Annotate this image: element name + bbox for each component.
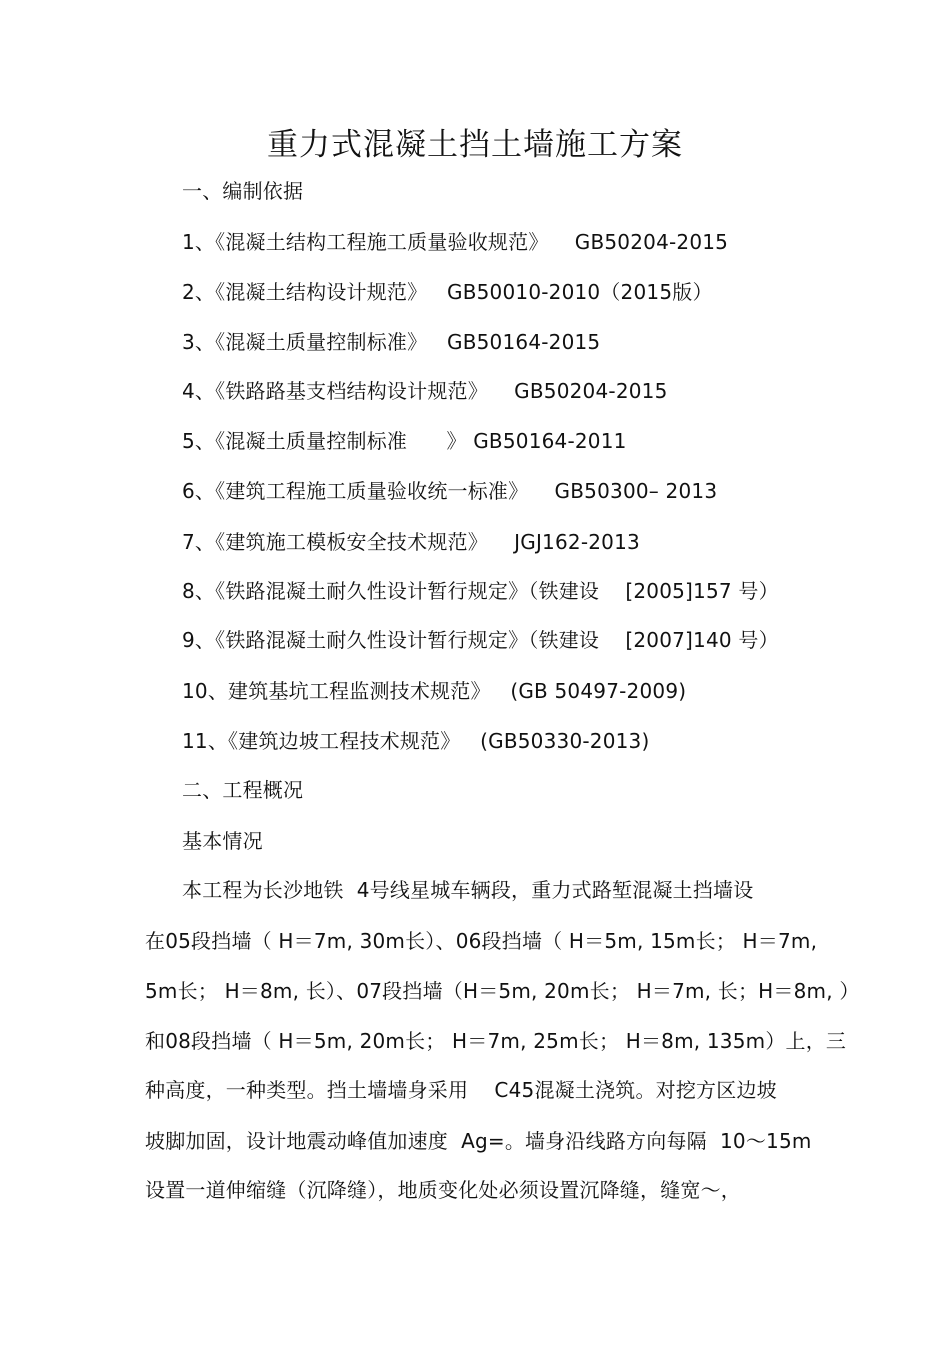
reference-item-8: 8、《铁路混凝土耐久性设计暂行规定》（铁建设 [2005]157 号）: [182, 579, 779, 603]
reference-item-4: 4、《铁路路基支档结构设计规范》 GB50204-2015: [182, 379, 668, 403]
paragraph-line-3: 5m长； H＝8m, 长）、07段挡墙（H＝5m, 20m长； H＝7m, 长；H＝8m, ）: [145, 979, 860, 1003]
paragraph-line-7: 设置一道伸缩缝（沉降缝），地质变化处必须设置沉降缝，缝宽～，: [145, 1178, 741, 1202]
reference-item-10: 10、建筑基坑工程监测技术规范》 (GB 50497-2009): [182, 679, 687, 703]
document-title: 重力式混凝土挡土墙施工方案: [267, 127, 683, 163]
reference-item-11: 11、《建筑边坡工程技术规范》 (GB50330-2013): [182, 729, 650, 753]
paragraph-line-2: 在05段挡墙（ H＝7m, 30m长）、06段挡墙（ H＝5m, 15m长； H＝7m,: [145, 929, 818, 953]
section-heading-basis: 一、编制依据: [182, 179, 304, 203]
reference-item-3: 3、《混凝土质量控制标准》 GB50164-2015: [182, 330, 601, 354]
reference-item-7: 7、《建筑施工模板安全技术规范》 JGJ162-2013: [182, 530, 640, 554]
paragraph-line-4: 和08段挡墙（ H＝5m, 20m长； H＝7m, 25m长； H＝8m, 135m）上，三: [145, 1029, 847, 1053]
reference-item-1: 1、《混凝土结构工程施工质量验收规范》 GB50204-2015: [182, 230, 729, 254]
paragraph-line-1: 本工程为长沙地铁 4号线星城车辆段，重力式路堑混凝土挡墙设: [182, 878, 754, 902]
paragraph-line-5: 种高度，一种类型。挡土墙墙身采用 C45混凝土浇筑。对挖方区边坡: [145, 1078, 777, 1102]
section-heading-overview: 二、工程概况: [182, 778, 304, 802]
subheading-basic-info: 基本情况: [182, 829, 263, 853]
reference-item-2: 2、《混凝土结构设计规范》 GB50010-2010（2015版）: [182, 280, 713, 304]
paragraph-line-6: 坡脚加固，设计地震动峰值加速度 Ag=。墙身沿线路方向每隔 10～15m: [145, 1129, 812, 1153]
reference-item-5: 5、《混凝土质量控制标准 》 GB50164-2011: [182, 429, 627, 453]
reference-item-6: 6、《建筑工程施工质量验收统一标准》 GB50300– 2013: [182, 479, 718, 503]
reference-item-9: 9、《铁路混凝土耐久性设计暂行规定》（铁建设 [2007]140 号）: [182, 628, 779, 652]
